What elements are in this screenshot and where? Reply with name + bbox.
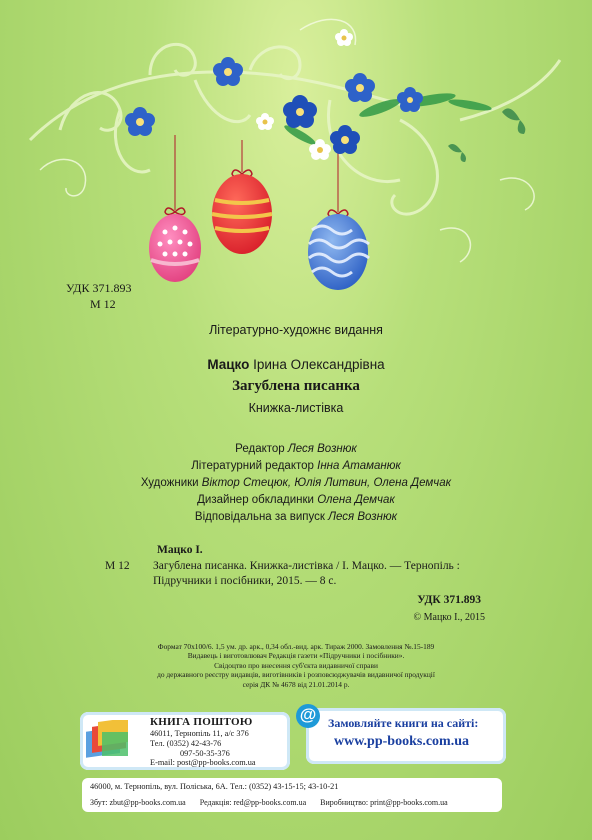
imprint-line: Видавець і виготовлювач Редакція газети «Підручники і посібники». <box>187 651 405 661</box>
genre-line: Літературно-художнє видання <box>209 323 383 337</box>
book-title: Загублена писанка <box>232 378 360 394</box>
pink-egg-icon <box>149 214 201 282</box>
credit-illustrators: Художники Віктор Стецюк, Юлія Литвин, Олена Демчак <box>140 477 452 489</box>
biblio-udk: УДК 371.893 <box>417 593 481 606</box>
sales-email[interactable]: Збут: zbut@pp-books.com.ua <box>90 798 186 807</box>
editorial-email[interactable]: Редакція: red@pp-books.com.ua <box>199 798 307 807</box>
bibliographic-record <box>105 543 485 626</box>
website-label: Замовляйте книги на сайті: <box>328 716 479 730</box>
imprint-line: до державного реєстру видавців, виготівників і розповсюджувачів видавничої продукції <box>157 670 435 680</box>
biblio-line-1: Загублена писанка. Книжка-листівка / І. Мацко. — Тернопіль : <box>153 559 460 572</box>
footer-address: 46000, м. Тернопіль, вул. Поліська, 6А. Тел.: (0352) 43-15-15; 43-10-21 <box>82 778 502 796</box>
credit-editor: Редактор Леся Вознюк <box>235 443 357 455</box>
imprint-line: Свідоцтво про внесення суб'єкта видавничої справи <box>214 660 378 670</box>
biblio-heading: Мацко І. <box>157 544 203 556</box>
mail-address: 46011, Тернопіль 11, а/с 376 <box>150 729 249 738</box>
books-icon <box>84 720 132 764</box>
easter-branch-illustration <box>0 0 592 300</box>
mail-email: E-mail: post@pp-books.com.ua <box>150 758 256 768</box>
red-egg-icon <box>212 174 272 254</box>
website-box <box>299 705 506 764</box>
biblio-line-2: Підручники і посібники, 2015. — 8 с. <box>153 575 337 587</box>
book-subtitle: Книжка-листівка <box>248 401 344 415</box>
biblio-code: М 12 <box>105 559 130 572</box>
credit-responsible: Відповідальна за випуск Леся Вознюк <box>194 511 398 523</box>
mail-order-box <box>80 712 290 770</box>
mail-order-title: КНИГА ПОШТОЮ <box>150 716 253 728</box>
author-surname: Мацко <box>207 357 250 372</box>
copyright: © Мацко І., 2015 <box>413 612 485 623</box>
imprint <box>0 642 592 689</box>
udk-code: УДК 371.893 <box>66 281 132 295</box>
production-email[interactable]: Виробництво: print@pp-books.com.ua <box>320 798 448 807</box>
at-sign-icon: @ <box>296 704 320 728</box>
author-mark: М 12 <box>90 297 116 311</box>
blue-egg-icon <box>308 214 369 290</box>
credits-list <box>0 441 592 526</box>
imprint-line: Формат 70х100/6. 1,5 ум. др. арк., 0,34 обл.-вид. арк. Тираж 2000. Замовлення №.15-189 <box>157 642 435 651</box>
author-line <box>0 357 592 372</box>
imprint-line: серія ДК № 4678 від 21.01.2014 р. <box>242 679 350 689</box>
mail-phone-mobile: 097-50-35-376 <box>180 748 230 758</box>
author-given-names: Ірина Олександрівна <box>253 357 385 372</box>
website-url[interactable]: www.pp-books.com.ua <box>334 734 469 749</box>
footer-emails <box>82 796 502 812</box>
credit-literary-editor: Літературний редактор Інна Атаманюк <box>191 460 401 472</box>
mail-phone: Тел. (0352) 42-43-76 <box>150 738 222 748</box>
credit-cover-designer: Дизайнер обкладинки Олена Демчак <box>197 494 395 506</box>
